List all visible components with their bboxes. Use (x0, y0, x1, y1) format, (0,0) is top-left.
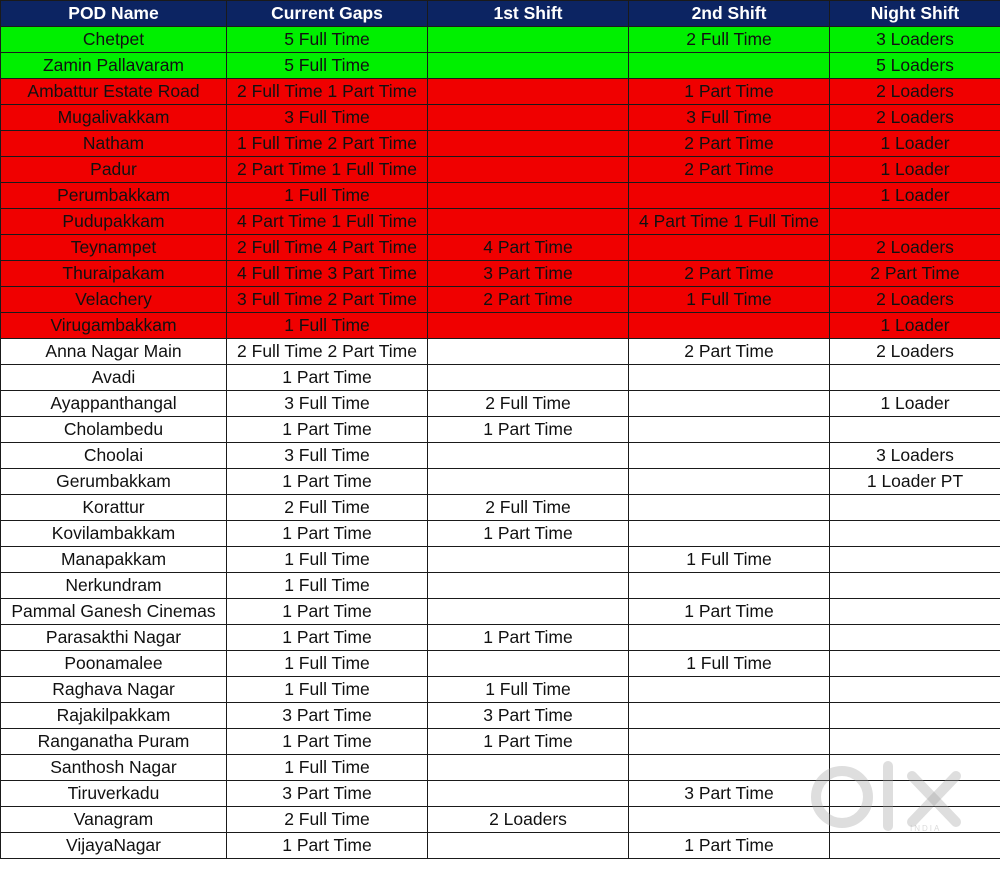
table-row (1, 755, 1000, 781)
first-shift-cell (428, 365, 629, 391)
night-shift-cell: 2 Loaders (830, 339, 1000, 365)
night-shift-cell (830, 833, 1000, 859)
second-shift-cell (629, 469, 830, 495)
olx-watermark-subtext: INDIA (910, 824, 942, 833)
current-gaps-cell: 1 Part Time (227, 365, 428, 391)
first-shift-cell (428, 339, 629, 365)
current-gaps-cell: 1 Part Time (227, 729, 428, 755)
second-shift-cell: 1 Part Time (629, 599, 830, 625)
table-row (1, 521, 1000, 547)
first-shift-cell (428, 131, 629, 157)
table-row (1, 287, 1000, 313)
table-row (1, 729, 1000, 755)
second-shift-cell (629, 53, 830, 79)
first-shift-cell: 4 Part Time (428, 235, 629, 261)
second-shift-cell (629, 729, 830, 755)
pod-name-cell: Rajakilpakkam (1, 703, 227, 729)
pod-name-cell: Vanagram (1, 807, 227, 833)
pod-name-cell: Santhosh Nagar (1, 755, 227, 781)
night-shift-cell (830, 703, 1000, 729)
table-row (1, 27, 1000, 53)
pod-name-cell: Ranganatha Puram (1, 729, 227, 755)
header-2nd-shift: 2nd Shift (629, 1, 830, 27)
first-shift-cell: 2 Loaders (428, 807, 629, 833)
night-shift-cell (830, 495, 1000, 521)
current-gaps-cell: 1 Part Time (227, 833, 428, 859)
current-gaps-cell: 1 Part Time (227, 417, 428, 443)
second-shift-cell (629, 755, 830, 781)
current-gaps-cell: 1 Full Time (227, 313, 428, 339)
table-row (1, 365, 1000, 391)
second-shift-cell (629, 313, 830, 339)
table-row (1, 703, 1000, 729)
pod-name-cell: Avadi (1, 365, 227, 391)
night-shift-cell (830, 625, 1000, 651)
second-shift-cell (629, 521, 830, 547)
night-shift-cell (830, 651, 1000, 677)
current-gaps-cell: 5 Full Time (227, 53, 428, 79)
first-shift-cell (428, 157, 629, 183)
pod-name-cell: Tiruverkadu (1, 781, 227, 807)
night-shift-cell: 1 Loader (830, 131, 1000, 157)
night-shift-cell (830, 573, 1000, 599)
second-shift-cell: 4 Part Time 1 Full Time (629, 209, 830, 235)
second-shift-cell: 1 Part Time (629, 833, 830, 859)
first-shift-cell (428, 781, 629, 807)
pod-name-cell: Kovilambakkam (1, 521, 227, 547)
pod-name-cell: Natham (1, 131, 227, 157)
second-shift-cell: 1 Full Time (629, 287, 830, 313)
pod-name-cell: Velachery (1, 287, 227, 313)
first-shift-cell: 3 Part Time (428, 261, 629, 287)
table-row (1, 105, 1000, 131)
night-shift-cell: 1 Loader PT (830, 469, 1000, 495)
first-shift-cell (428, 53, 629, 79)
table-row (1, 79, 1000, 105)
pod-name-cell: Choolai (1, 443, 227, 469)
first-shift-cell: 1 Part Time (428, 521, 629, 547)
first-shift-cell: 2 Full Time (428, 391, 629, 417)
second-shift-cell (629, 625, 830, 651)
second-shift-cell (629, 703, 830, 729)
pod-name-cell: Manapakkam (1, 547, 227, 573)
first-shift-cell (428, 313, 629, 339)
current-gaps-cell: 3 Part Time (227, 781, 428, 807)
second-shift-cell (629, 807, 830, 833)
current-gaps-cell: 5 Full Time (227, 27, 428, 53)
first-shift-cell (428, 573, 629, 599)
current-gaps-cell: 2 Part Time 1 Full Time (227, 157, 428, 183)
table-row (1, 339, 1000, 365)
current-gaps-cell: 1 Part Time (227, 521, 428, 547)
table-row (1, 261, 1000, 287)
pod-name-cell: Virugambakkam (1, 313, 227, 339)
first-shift-cell (428, 105, 629, 131)
first-shift-cell (428, 651, 629, 677)
table-row (1, 495, 1000, 521)
current-gaps-cell: 2 Full Time (227, 495, 428, 521)
first-shift-cell (428, 443, 629, 469)
first-shift-cell: 2 Full Time (428, 495, 629, 521)
table-row (1, 131, 1000, 157)
pod-name-cell: Ayappanthangal (1, 391, 227, 417)
first-shift-cell (428, 833, 629, 859)
night-shift-cell: 2 Loaders (830, 105, 1000, 131)
header-current-gaps: Current Gaps (227, 1, 428, 27)
pod-name-cell: Poonamalee (1, 651, 227, 677)
second-shift-cell (629, 443, 830, 469)
second-shift-cell: 1 Full Time (629, 651, 830, 677)
second-shift-cell: 2 Part Time (629, 261, 830, 287)
table-row (1, 599, 1000, 625)
current-gaps-cell: 2 Full Time (227, 807, 428, 833)
table-row (1, 469, 1000, 495)
night-shift-cell: 1 Loader (830, 183, 1000, 209)
current-gaps-cell: 2 Full Time 2 Part Time (227, 339, 428, 365)
current-gaps-cell: 3 Full Time 2 Part Time (227, 287, 428, 313)
current-gaps-cell: 1 Full Time 2 Part Time (227, 131, 428, 157)
current-gaps-cell: 1 Full Time (227, 183, 428, 209)
table-row (1, 677, 1000, 703)
table-row (1, 53, 1000, 79)
night-shift-cell (830, 209, 1000, 235)
header-row (1, 1, 1000, 27)
first-shift-cell (428, 469, 629, 495)
night-shift-cell: 3 Loaders (830, 27, 1000, 53)
current-gaps-cell: 1 Full Time (227, 677, 428, 703)
night-shift-cell (830, 599, 1000, 625)
night-shift-cell: 2 Part Time (830, 261, 1000, 287)
second-shift-cell (629, 183, 830, 209)
header-pod-name: POD Name (1, 1, 227, 27)
night-shift-cell (830, 417, 1000, 443)
table-row (1, 807, 1000, 833)
current-gaps-cell: 1 Part Time (227, 625, 428, 651)
second-shift-cell: 2 Part Time (629, 131, 830, 157)
night-shift-cell: 2 Loaders (830, 79, 1000, 105)
pod-name-cell: Padur (1, 157, 227, 183)
first-shift-cell (428, 209, 629, 235)
second-shift-cell (629, 677, 830, 703)
second-shift-cell: 1 Full Time (629, 547, 830, 573)
night-shift-cell (830, 677, 1000, 703)
current-gaps-cell: 1 Full Time (227, 547, 428, 573)
pod-name-cell: Gerumbakkam (1, 469, 227, 495)
header-1st-shift: 1st Shift (428, 1, 629, 27)
first-shift-cell (428, 27, 629, 53)
night-shift-cell (830, 729, 1000, 755)
table-body (1, 27, 1000, 859)
table-row (1, 313, 1000, 339)
table-row (1, 833, 1000, 859)
table-row (1, 157, 1000, 183)
pod-name-cell: Teynampet (1, 235, 227, 261)
second-shift-cell: 3 Part Time (629, 781, 830, 807)
current-gaps-cell: 1 Full Time (227, 755, 428, 781)
current-gaps-cell: 1 Part Time (227, 469, 428, 495)
pod-name-cell: Pammal Ganesh Cinemas (1, 599, 227, 625)
second-shift-cell (629, 235, 830, 261)
night-shift-cell: 1 Loader (830, 313, 1000, 339)
current-gaps-cell: 3 Full Time (227, 443, 428, 469)
current-gaps-cell: 3 Full Time (227, 391, 428, 417)
current-gaps-cell: 1 Part Time (227, 599, 428, 625)
first-shift-cell: 2 Part Time (428, 287, 629, 313)
table-row (1, 391, 1000, 417)
second-shift-cell: 3 Full Time (629, 105, 830, 131)
table-row (1, 209, 1000, 235)
second-shift-cell: 2 Part Time (629, 339, 830, 365)
pod-name-cell: Chetpet (1, 27, 227, 53)
current-gaps-cell: 4 Part Time 1 Full Time (227, 209, 428, 235)
first-shift-cell (428, 183, 629, 209)
second-shift-cell (629, 365, 830, 391)
pod-name-cell: Anna Nagar Main (1, 339, 227, 365)
table-row (1, 235, 1000, 261)
table-row (1, 443, 1000, 469)
pod-name-cell: Cholambedu (1, 417, 227, 443)
pod-name-cell: VijayaNagar (1, 833, 227, 859)
second-shift-cell (629, 573, 830, 599)
current-gaps-cell: 3 Full Time (227, 105, 428, 131)
pod-name-cell: Pudupakkam (1, 209, 227, 235)
first-shift-cell: 1 Part Time (428, 417, 629, 443)
night-shift-cell: 3 Loaders (830, 443, 1000, 469)
current-gaps-cell: 3 Part Time (227, 703, 428, 729)
pod-name-cell: Thuraipakam (1, 261, 227, 287)
second-shift-cell: 2 Full Time (629, 27, 830, 53)
current-gaps-cell: 1 Full Time (227, 651, 428, 677)
current-gaps-cell: 2 Full Time 4 Part Time (227, 235, 428, 261)
first-shift-cell (428, 599, 629, 625)
first-shift-cell (428, 547, 629, 573)
first-shift-cell: 1 Part Time (428, 625, 629, 651)
night-shift-cell (830, 781, 1000, 807)
table-row (1, 781, 1000, 807)
pod-name-cell: Zamin Pallavaram (1, 53, 227, 79)
night-shift-cell (830, 755, 1000, 781)
night-shift-cell: 1 Loader (830, 157, 1000, 183)
night-shift-cell (830, 521, 1000, 547)
pod-name-cell: Mugalivakkam (1, 105, 227, 131)
first-shift-cell (428, 755, 629, 781)
night-shift-cell: 2 Loaders (830, 235, 1000, 261)
pod-name-cell: Perumbakkam (1, 183, 227, 209)
night-shift-cell: 5 Loaders (830, 53, 1000, 79)
header-night-shift: Night Shift (830, 1, 1000, 27)
pod-name-cell: Korattur (1, 495, 227, 521)
pod-name-cell: Nerkundram (1, 573, 227, 599)
first-shift-cell: 1 Full Time (428, 677, 629, 703)
table-row (1, 573, 1000, 599)
pod-name-cell: Raghava Nagar (1, 677, 227, 703)
table-row (1, 183, 1000, 209)
night-shift-cell (830, 547, 1000, 573)
table-row (1, 651, 1000, 677)
night-shift-cell (830, 365, 1000, 391)
second-shift-cell: 1 Part Time (629, 79, 830, 105)
second-shift-cell (629, 495, 830, 521)
second-shift-cell (629, 417, 830, 443)
first-shift-cell (428, 79, 629, 105)
first-shift-cell: 1 Part Time (428, 729, 629, 755)
night-shift-cell: 1 Loader (830, 391, 1000, 417)
table-row (1, 625, 1000, 651)
current-gaps-cell: 4 Full Time 3 Part Time (227, 261, 428, 287)
pod-name-cell: Parasakthi Nagar (1, 625, 227, 651)
current-gaps-cell: 1 Full Time (227, 573, 428, 599)
second-shift-cell: 2 Part Time (629, 157, 830, 183)
night-shift-cell: 2 Loaders (830, 287, 1000, 313)
table-row (1, 417, 1000, 443)
pod-name-cell: Ambattur Estate Road (1, 79, 227, 105)
current-gaps-cell: 2 Full Time 1 Part Time (227, 79, 428, 105)
second-shift-cell (629, 391, 830, 417)
first-shift-cell: 3 Part Time (428, 703, 629, 729)
table-row (1, 547, 1000, 573)
